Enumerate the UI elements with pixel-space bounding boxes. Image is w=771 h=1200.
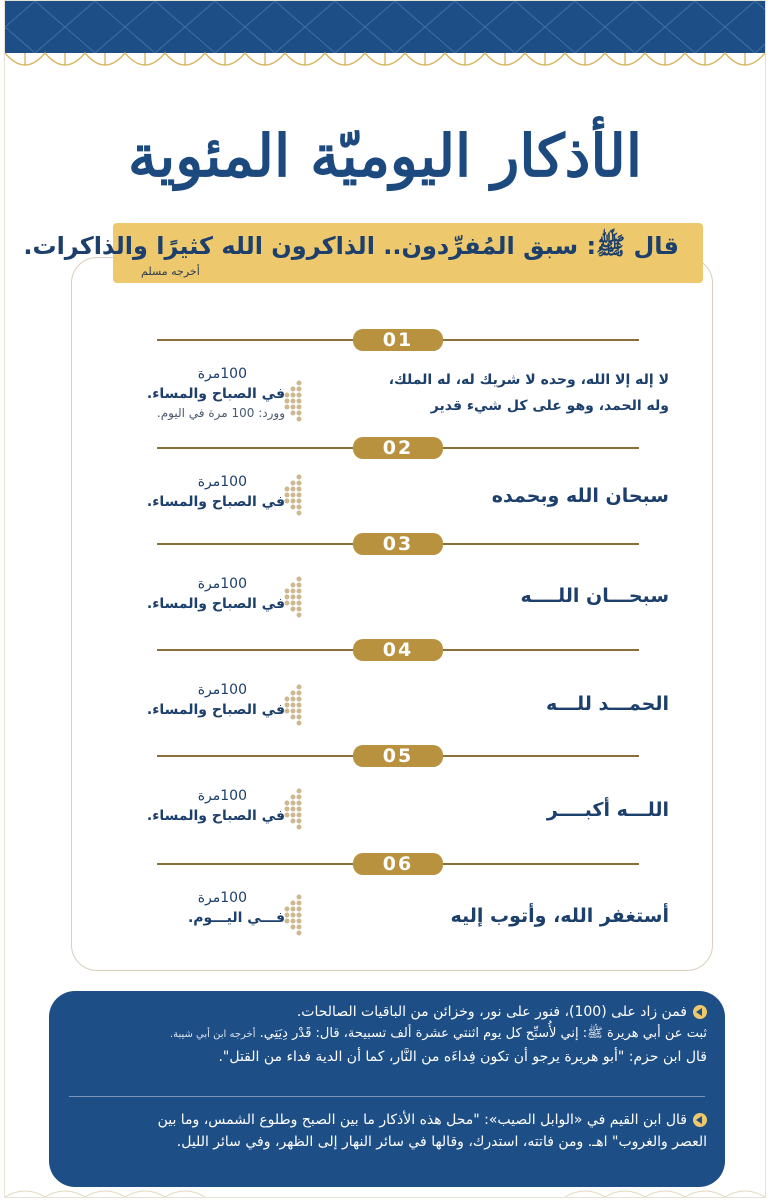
notes-paragraph-2 bbox=[69, 1109, 707, 1153]
bottom-ornament bbox=[5, 1185, 765, 1197]
header-pattern bbox=[5, 1, 765, 53]
count-number: 100مرة bbox=[197, 576, 247, 592]
notes-panel bbox=[49, 991, 725, 1187]
dhikr-04-count bbox=[95, 681, 285, 721]
notes-divider bbox=[69, 1096, 705, 1097]
page-title bbox=[65, 101, 705, 211]
note-source: أخرجه ابن أبي شيبة. bbox=[169, 1029, 256, 1040]
count-time: في الصباح والمساء. bbox=[146, 494, 285, 510]
dhikr-02-count bbox=[95, 473, 285, 513]
header-band bbox=[5, 1, 765, 53]
dhikr-01-count bbox=[95, 365, 285, 421]
dhikr-03-count bbox=[95, 575, 285, 615]
divider-04 bbox=[157, 639, 639, 661]
play-bullet-icon bbox=[693, 1113, 707, 1127]
divider-03 bbox=[157, 533, 639, 555]
divider-05 bbox=[157, 745, 639, 767]
dhikr-01-line-1: لا إله إلا الله، وحده لا شريك له، له الملك، bbox=[388, 372, 669, 388]
note-line: فمن زاد على (100)، فنور على نور، وخزائن من الباقيات الصالحات. bbox=[296, 1004, 687, 1020]
dhikr-05-count bbox=[95, 787, 285, 827]
dhikr-02-text: سبحان الله وبحمده bbox=[491, 485, 669, 507]
dhikr-06-text: أستغفر الله، وأتوب إليه bbox=[450, 905, 669, 927]
page-title-text: الأذكار اليوميّة المئوية bbox=[128, 122, 642, 190]
notes-paragraph-1 bbox=[69, 1001, 707, 1068]
number-badge-04: 04 bbox=[353, 639, 443, 661]
count-number: 100مرة bbox=[197, 788, 247, 804]
hadith-source: أخرجه مسلم bbox=[141, 265, 200, 278]
divider-01 bbox=[157, 329, 639, 351]
note-line: ثبت عن أبي هريرة ﷺ: إني لأُسبِّح كل يوم اثنتي عشرة ألف تسبيحة، قال: قَدْر دِيَتِي. bbox=[259, 1026, 707, 1041]
play-bullet-icon bbox=[693, 1005, 707, 1019]
number-badge-02: 02 bbox=[353, 437, 443, 459]
page bbox=[4, 0, 766, 1198]
note-line: قال ابن القيم في «الوابل الصيب»: "محل هذه الأذكار ما بين الصبح وطلوع الشمس، وما بين bbox=[157, 1112, 687, 1128]
dhikr-01-line-2: وله الحمد، وهو على كل شيء قدير bbox=[430, 398, 669, 414]
number-badge-01: 01 bbox=[353, 329, 443, 351]
dhikr-05-text: اللـــه أكبــــر bbox=[546, 799, 669, 821]
count-time: في الصباح والمساء. bbox=[146, 596, 285, 612]
hadith-banner-text: قال ﷺ: سبق المُفرِّدون.. الذاكرون الله كثيرًا والذاكرات. bbox=[23, 232, 679, 260]
count-number: 100مرة bbox=[197, 474, 247, 490]
count-time: في الصباح والمساء. bbox=[146, 386, 285, 402]
divider-02 bbox=[157, 437, 639, 459]
dhikr-01-text bbox=[389, 367, 669, 419]
dhikr-04-text: الحمـــد للـــه bbox=[545, 693, 669, 715]
gold-arch-ornament bbox=[5, 47, 765, 87]
number-badge-05: 05 bbox=[353, 745, 443, 767]
count-time: فـــي اليـــوم. bbox=[187, 910, 285, 926]
dhikr-06-count bbox=[95, 889, 285, 929]
count-number: 100مرة bbox=[197, 366, 247, 382]
count-number: 100مرة bbox=[197, 890, 247, 906]
count-number: 100مرة bbox=[197, 682, 247, 698]
hadith-banner bbox=[23, 223, 703, 283]
count-extra: وورد: 100 مرة في اليوم. bbox=[156, 406, 285, 420]
count-time: في الصباح والمساء. bbox=[146, 702, 285, 718]
count-time: في الصباح والمساء. bbox=[146, 808, 285, 824]
note-line: العصر والغروب" اهـ. ومن فاتته، استدرك، وقالها في سائر النهار إلى الظهر، وفي سائر الليل. bbox=[176, 1134, 707, 1150]
number-badge-06: 06 bbox=[353, 853, 443, 875]
dhikr-03-text: سبحـــان اللــــه bbox=[520, 585, 669, 607]
note-line: قال ابن حزم: "أبو هريرة يرجو أن تكون فِداءَه من النَّار، كما أن الدية فداء من القتل". bbox=[218, 1049, 707, 1065]
number-badge-03: 03 bbox=[353, 533, 443, 555]
divider-06 bbox=[157, 853, 639, 875]
